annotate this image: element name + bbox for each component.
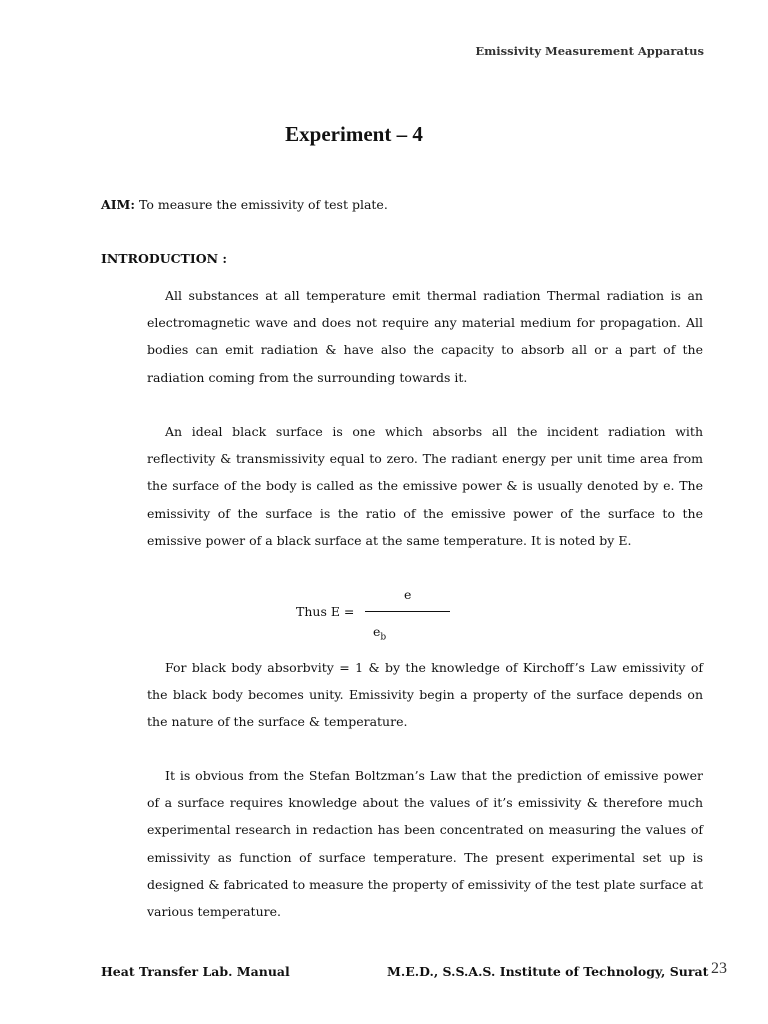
formula-label: Thus E = xyxy=(296,604,355,619)
formula-denominator-base: e xyxy=(373,624,381,639)
aim-text: To measure the emissivity of test plate. xyxy=(138,197,388,212)
aim-label: AIM: xyxy=(101,197,135,212)
footer-manual-title: Heat Transfer Lab. Manual xyxy=(101,964,290,979)
introduction-paragraph-1: All substances at all temperature emit thermal radiation Thermal radiation is an electromagnetic wave and does not require any material medium for propagation. All bodies can emit radiation & have also the capacity to absorb all or a part of the radiation coming from the surrounding towards it. xyxy=(147,288,703,385)
aim-line xyxy=(101,197,388,212)
page-number: 23 xyxy=(711,960,727,977)
introduction-paragraph-4: It is obvious from the Stefan Boltzman’s Law that the prediction of emissive power of a surface requires knowledge about the values of it’s emissivity & therefore much experimental research in redaction has been concentrated on measuring the values of emissivity as function of surface temperature. The present experimental set up is designed & fabricated to measure the property of emissivity of the test plate surface at various temperature. xyxy=(147,768,703,920)
experiment-title: Experiment – 4 xyxy=(285,122,423,146)
formula-fraction-bar xyxy=(365,611,450,612)
introduction-paragraph-3: For black body absorbvity = 1 & by the knowledge of Kirchoff’s Law emissivity of the black body becomes unity. Emissivity begin a property of the surface depends on the nature of the surface & temperature. xyxy=(147,660,703,730)
formula-denominator-subscript: b xyxy=(380,632,387,643)
formula-denominator xyxy=(373,624,386,643)
running-header: Emissivity Measurement Apparatus xyxy=(475,44,704,58)
introduction-heading: INTRODUCTION : xyxy=(101,251,227,266)
footer-institute: M.E.D., S.S.A.S. Institute of Technology, Surat xyxy=(387,964,709,979)
introduction-paragraph-2: An ideal black surface is one which absorbs all the incident radiation with reflectivity & transmissivity equal to zero. The radiant energy per unit time area from the surface of the body is called as the emissive power & is usually denoted by e. The emissivity of the surface is the ratio of the emissive power of the surface to the emissive power of a black surface at the same temperature. It is noted by E. xyxy=(147,424,703,548)
formula-numerator: e xyxy=(404,587,412,602)
